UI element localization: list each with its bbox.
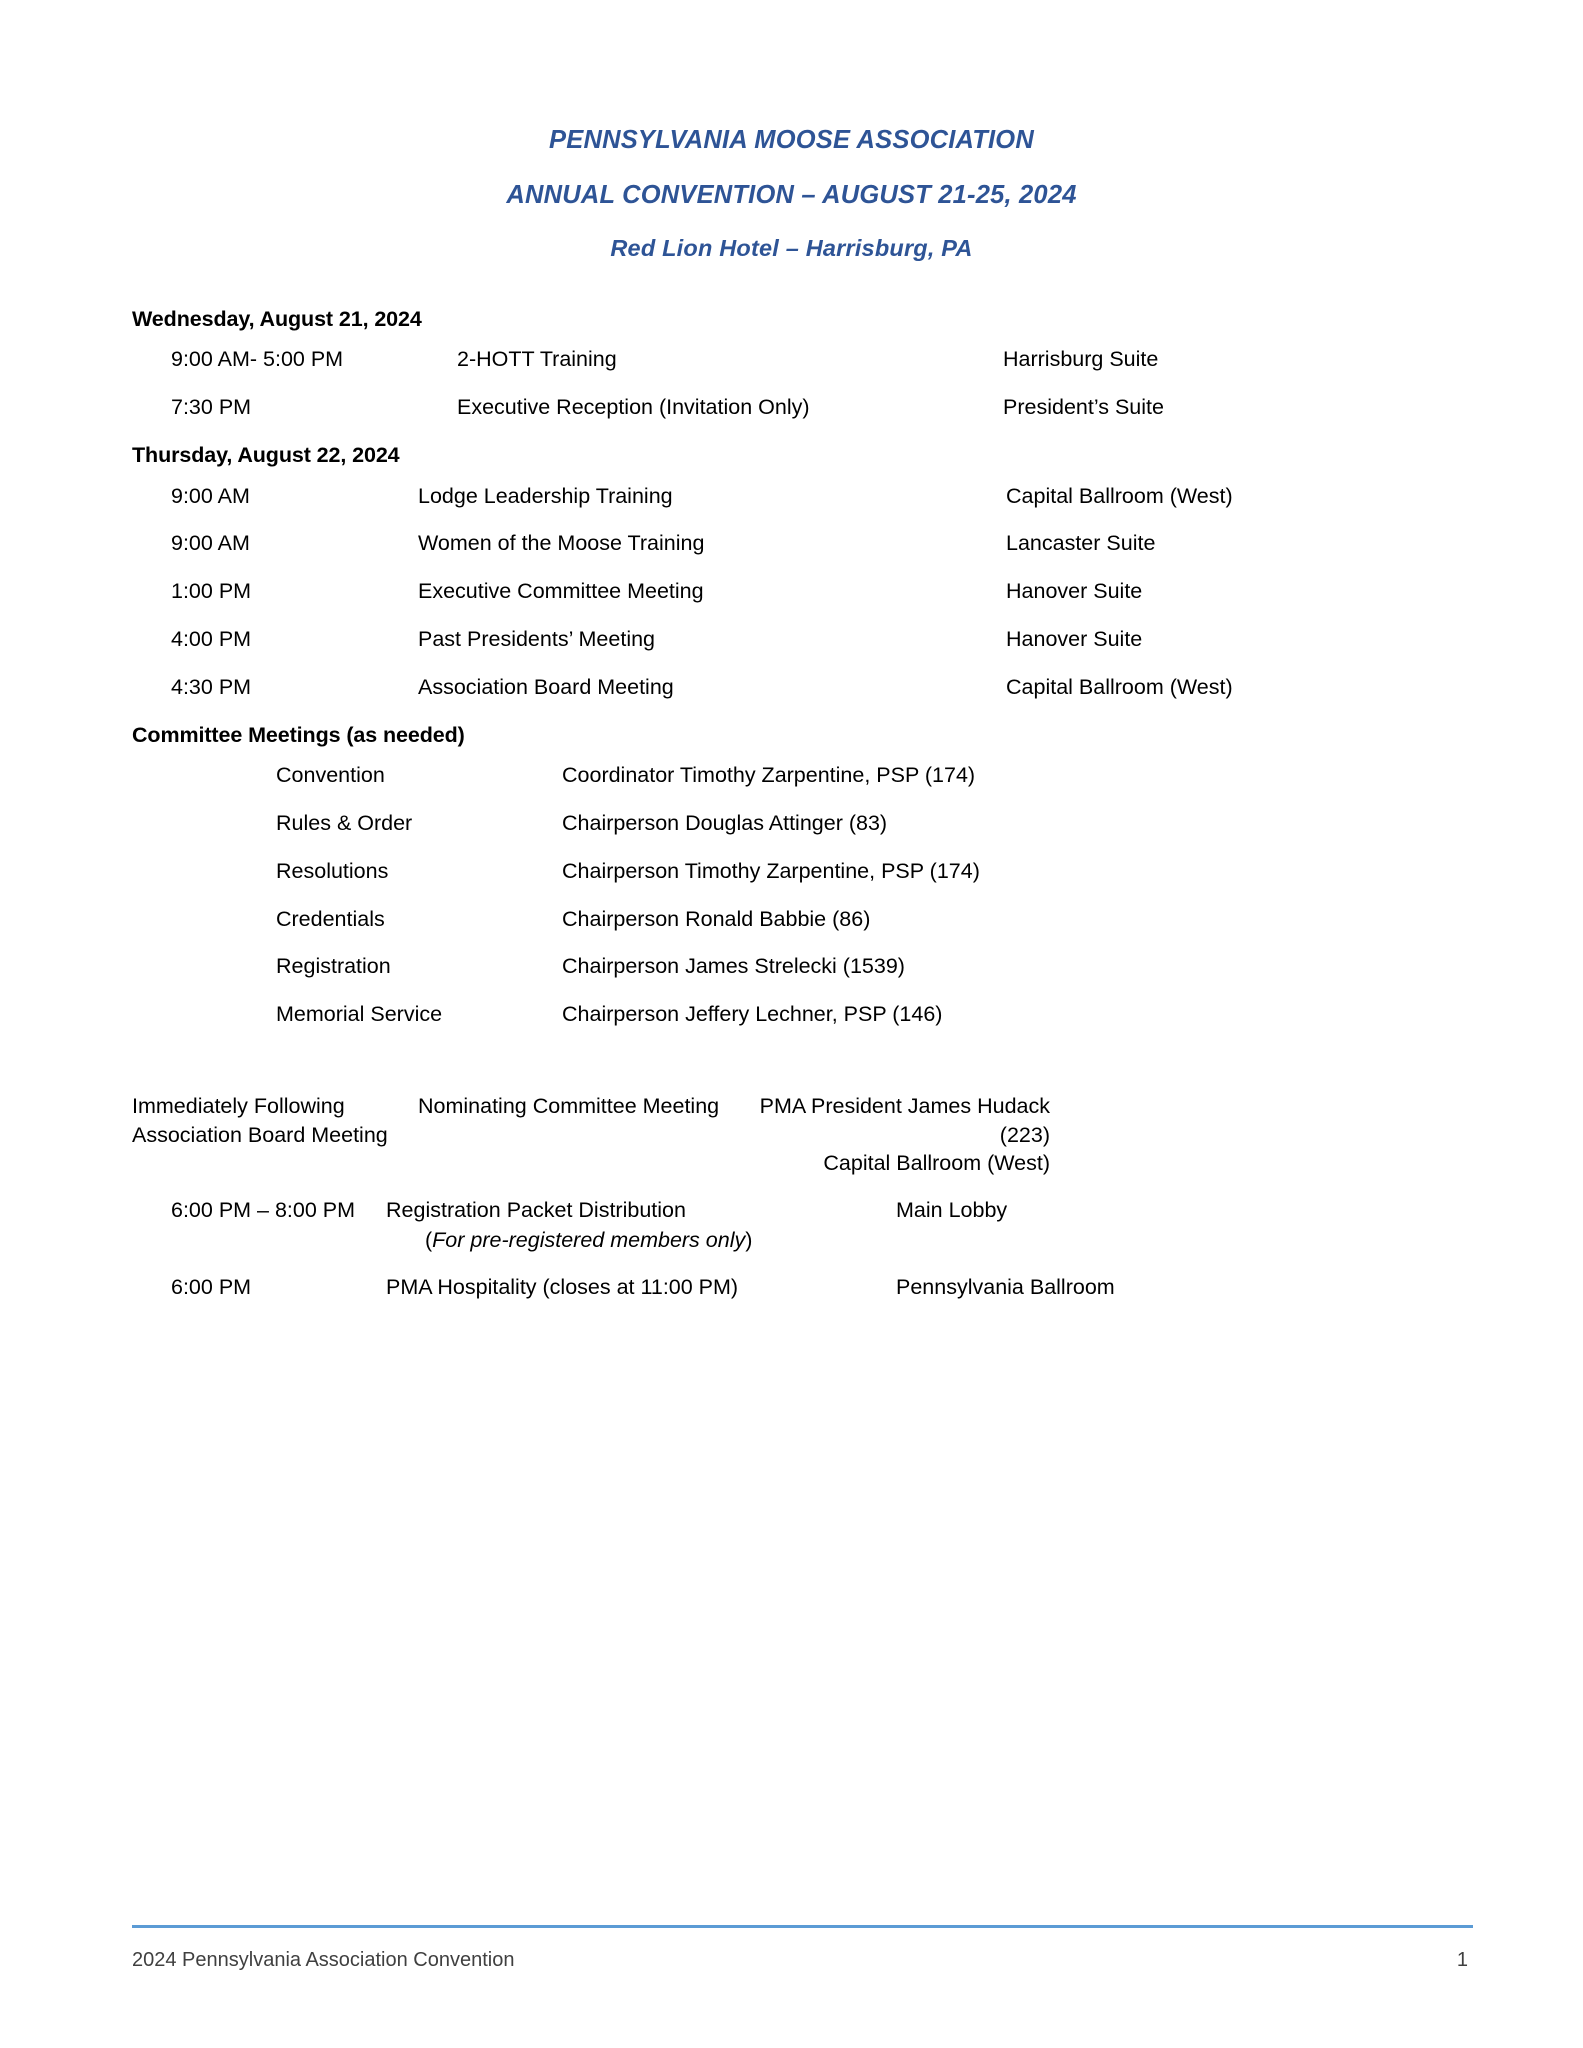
committee-person: Chairperson Ronald Babbie (86) xyxy=(562,906,871,931)
schedule-event: Executive Committee Meeting xyxy=(418,579,704,604)
schedule-event: Executive Reception (Invitation Only) xyxy=(457,395,810,420)
schedule-row xyxy=(132,531,1473,557)
committee-person: Chairperson Timothy Zarpentine, PSP (174) xyxy=(562,858,980,883)
schedule-time: 4:30 PM xyxy=(171,674,252,699)
committee-row xyxy=(132,954,1473,980)
header-title-line-1: PENNSYLVANIA MOOSE ASSOCIATION xyxy=(549,126,1034,154)
schedule-event: Lodge Leadership Training xyxy=(418,483,673,508)
footer-divider xyxy=(132,1925,1473,1928)
schedule-location: Hanover Suite xyxy=(1006,579,1143,604)
committee-row xyxy=(132,1002,1473,1028)
footer-text: 2024 Pennsylvania Association Convention xyxy=(132,1949,515,1971)
schedule-row xyxy=(132,627,1473,653)
schedule-time: 7:30 PM xyxy=(171,395,252,420)
committee-person: Coordinator Timothy Zarpentine, PSP (174) xyxy=(562,763,976,788)
immediately-following-block xyxy=(132,1092,1473,1178)
following-when xyxy=(132,1092,418,1178)
committee-name: Convention xyxy=(276,763,385,788)
schedule-event: Women of the Moose Training xyxy=(418,531,705,556)
schedule-time: 6:00 PM xyxy=(171,1275,252,1300)
schedule-location: Harrisburg Suite xyxy=(1003,347,1159,372)
registration-note-text: For pre-registered members only xyxy=(432,1227,746,1252)
schedule-row xyxy=(132,395,1473,421)
schedule-body xyxy=(0,307,1583,1302)
schedule-time: 9:00 AM xyxy=(171,531,250,556)
committee-name: Rules & Order xyxy=(276,811,413,836)
schedule-time: 9:00 AM xyxy=(171,483,250,508)
day-heading-wednesday: Wednesday, August 21, 2024 xyxy=(132,306,422,331)
following-when-line-1: Immediately Following xyxy=(132,1094,345,1119)
schedule-location: President’s Suite xyxy=(1003,395,1164,420)
schedule-location: Capital Ballroom (West) xyxy=(1006,674,1233,699)
schedule-time: 4:00 PM xyxy=(171,626,252,651)
following-where-line-1: PMA President James Hudack (223) xyxy=(759,1094,1050,1147)
footer-content xyxy=(132,1949,1473,1972)
schedule-event: PMA Hospitality (closes at 11:00 PM) xyxy=(386,1275,739,1300)
schedule-row xyxy=(132,675,1473,701)
schedule-location: Pennsylvania Ballroom xyxy=(896,1275,1115,1300)
schedule-row xyxy=(132,579,1473,605)
footer-page-number: 1 xyxy=(1456,1949,1468,1971)
day-heading-thursday: Thursday, August 22, 2024 xyxy=(132,442,400,467)
schedule-time: 1:00 PM xyxy=(171,579,252,604)
schedule-row xyxy=(132,1275,1473,1301)
committee-name: Registration xyxy=(276,954,391,979)
committee-name: Memorial Service xyxy=(276,1002,443,1027)
schedule-time: 6:00 PM – 8:00 PM xyxy=(171,1197,356,1222)
following-where xyxy=(759,1092,1050,1178)
schedule-event: 2-HOTT Training xyxy=(457,347,617,372)
following-where-line-2: Capital Ballroom (West) xyxy=(823,1151,1050,1176)
schedule-event: Past Presidents’ Meeting xyxy=(418,626,656,651)
committee-row xyxy=(132,907,1473,933)
registration-note xyxy=(132,1228,1473,1254)
registration-note-open-paren: ( xyxy=(425,1227,433,1252)
schedule-row xyxy=(132,484,1473,510)
following-when-line-2: Association Board Meeting xyxy=(132,1122,388,1147)
schedule-location: Hanover Suite xyxy=(1006,626,1143,651)
committee-row xyxy=(132,763,1473,789)
schedule-row xyxy=(132,347,1473,373)
committee-person: Chairperson James Strelecki (1539) xyxy=(562,954,905,979)
committee-row xyxy=(132,859,1473,885)
committee-row xyxy=(132,811,1473,837)
schedule-location: Capital Ballroom (West) xyxy=(1006,483,1233,508)
registration-note-close-paren: ) xyxy=(745,1227,753,1252)
schedule-location: Lancaster Suite xyxy=(1006,531,1156,556)
committee-name: Resolutions xyxy=(276,858,389,883)
page-footer xyxy=(132,1925,1473,1972)
schedule-event: Association Board Meeting xyxy=(418,674,674,699)
schedule-location: Main Lobby xyxy=(896,1197,1008,1222)
document-header xyxy=(0,128,1583,261)
committee-person: Chairperson Jeffery Lechner, PSP (146) xyxy=(562,1002,943,1027)
committee-person: Chairperson Douglas Attinger (83) xyxy=(562,811,888,836)
section-heading-committee-meetings: Committee Meetings (as needed) xyxy=(132,722,465,747)
schedule-event: Registration Packet Distribution xyxy=(386,1197,686,1222)
header-title-line-3: Red Lion Hotel – Harrisburg, PA xyxy=(610,235,973,261)
schedule-time: 9:00 AM- 5:00 PM xyxy=(171,347,344,372)
schedule-row xyxy=(132,1198,1473,1224)
header-title-line-2: ANNUAL CONVENTION – AUGUST 21-25, 2024 xyxy=(506,180,1077,209)
following-event: Nominating Committee Meeting xyxy=(418,1094,720,1119)
committee-name: Credentials xyxy=(276,906,385,931)
